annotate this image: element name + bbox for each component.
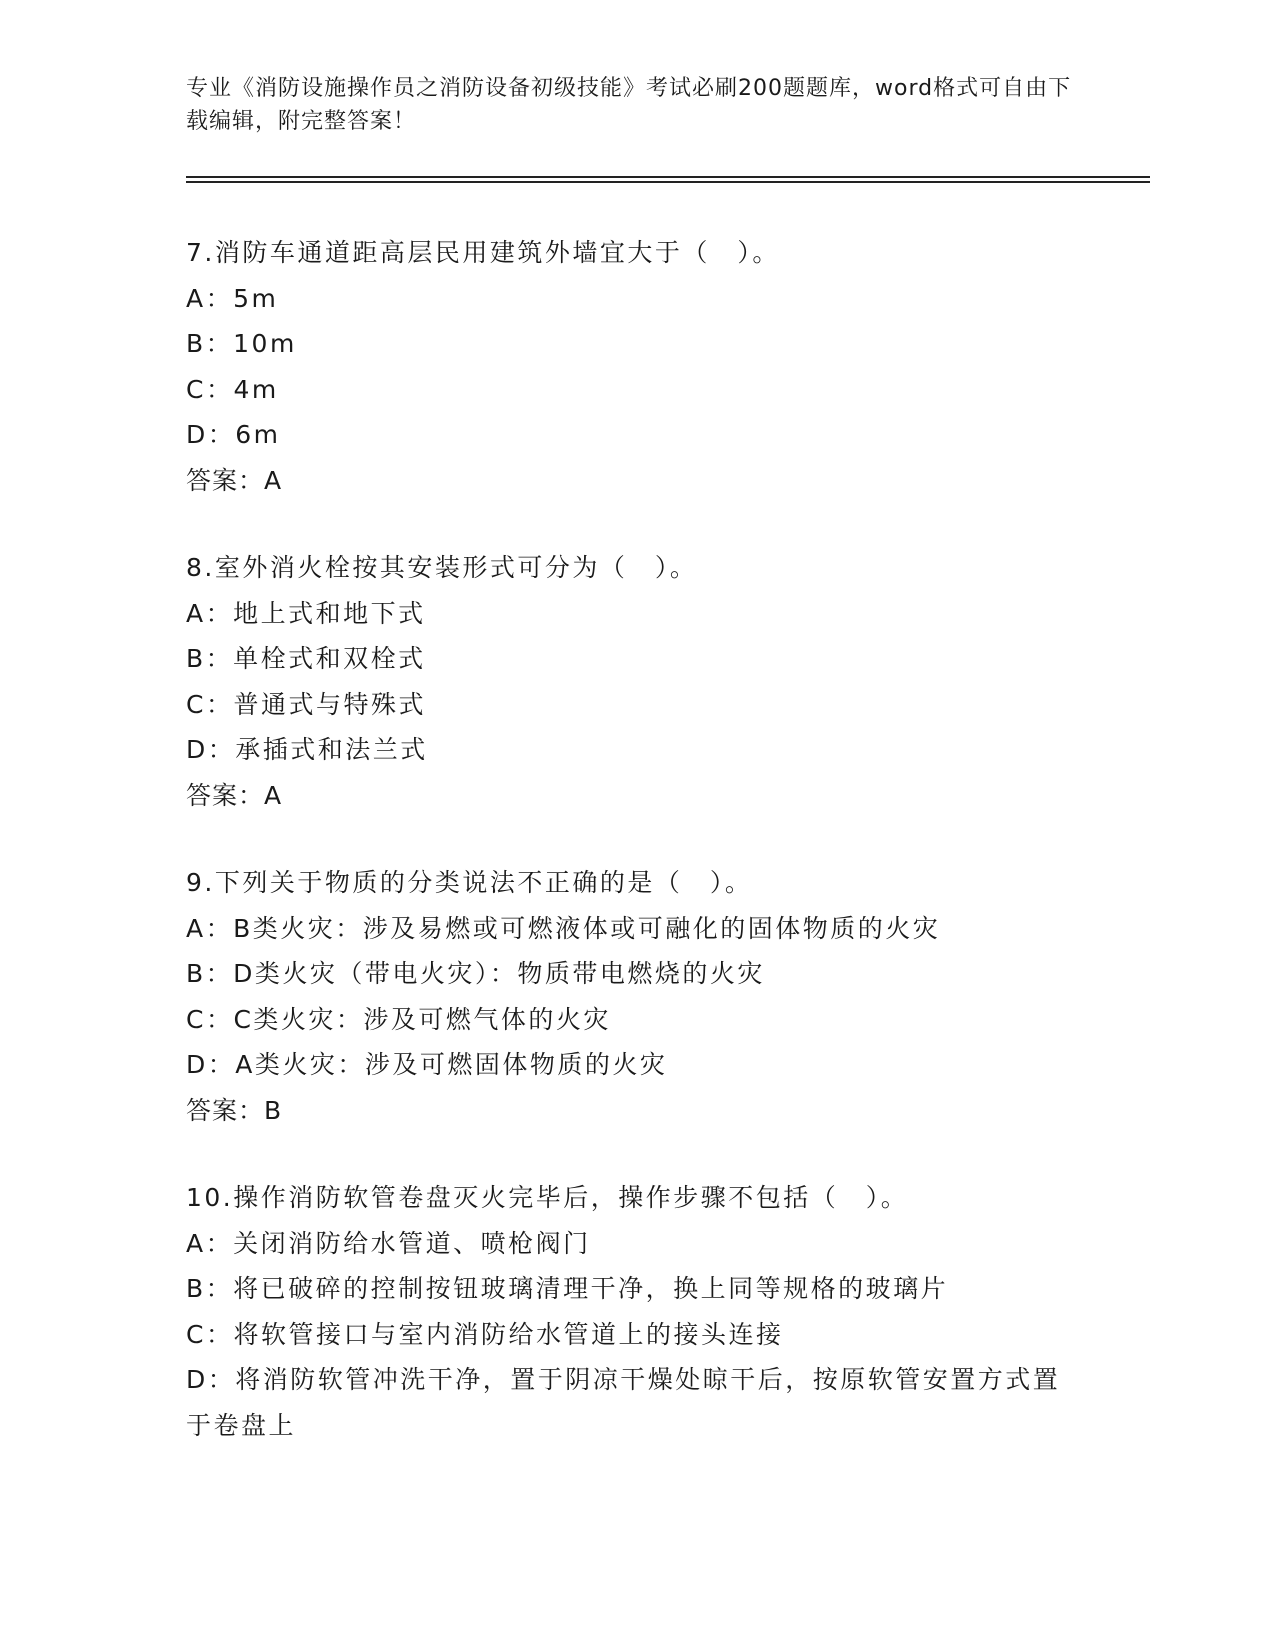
option-label: C：: [186, 689, 234, 719]
question-text: 操作消防软管卷盘灭火完毕后，操作步骤不包括（ ）。: [233, 1183, 909, 1212]
option-a: [186, 591, 1086, 637]
option-text: 地上式和地下式: [233, 598, 426, 628]
header-text: 专业《消防设施操作员之消防设备初级技能》考试必刷200题题库，word格式可自由下载编辑，附完整答案！: [186, 76, 1072, 134]
option-a: [186, 1221, 1086, 1267]
question-text: 下列关于物质的分类说法不正确的是（ ）。: [214, 868, 753, 897]
option-d: [186, 727, 1086, 773]
option-label: B：: [186, 959, 234, 988]
option-label: D：: [186, 1365, 236, 1394]
question-number: 10.: [186, 1183, 234, 1212]
option-label: B：: [186, 329, 234, 358]
option-text: 将已破碎的控制按钮玻璃清理干净，换上同等规格的玻璃片: [233, 1274, 949, 1303]
question-text: 室外消火栓按其安装形式可分为（ ）。: [214, 553, 698, 582]
question-stem: [186, 230, 1086, 276]
option-label: A：: [186, 1228, 234, 1258]
answer-label: 答案：: [186, 780, 265, 810]
question-stem: [186, 545, 1086, 591]
question-7: [186, 230, 1086, 503]
question-10: [186, 1175, 1086, 1448]
question-8: [186, 545, 1086, 818]
answer-line: [186, 1088, 1086, 1134]
option-b: [186, 321, 1086, 367]
option-b: [186, 1266, 1086, 1312]
option-d: [186, 1357, 1086, 1448]
option-label: A：: [186, 283, 234, 313]
question-text: 消防车通道距高层民用建筑外墙宜大于（ ）。: [214, 238, 780, 267]
option-c: [186, 1312, 1086, 1358]
option-label: C：: [186, 1319, 234, 1349]
option-label: C：: [186, 1004, 234, 1034]
answer-label: 答案：: [186, 1095, 265, 1125]
option-c: [186, 367, 1086, 413]
option-text: 单栓式和双栓式: [233, 644, 426, 673]
option-text: 普通式与特殊式: [233, 689, 426, 719]
option-d: [186, 412, 1086, 458]
option-text: 4m: [233, 374, 279, 404]
option-text: B类火灾：涉及易燃或可燃液体或可融化的固体物质的火灾: [233, 913, 941, 943]
option-label: A：: [186, 913, 234, 943]
answer-value: A: [264, 465, 283, 495]
option-d: [186, 1042, 1086, 1088]
question-stem: [186, 1175, 1086, 1221]
answer-value: B: [264, 1095, 283, 1125]
option-text: D类火灾（带电火灾）：物质带电燃烧的火灾: [233, 959, 765, 988]
question-number: 7.: [186, 238, 215, 267]
question-number: 9.: [186, 868, 215, 897]
option-text: 5m: [233, 283, 279, 313]
option-label: D：: [186, 1050, 236, 1079]
option-text: 将消防软管冲洗干净，置于阴凉干燥处晾干后，按原软管安置方式置于卷盘上: [186, 1365, 1061, 1440]
option-text: 6m: [235, 420, 281, 449]
option-text: C类火灾：涉及可燃气体的火灾: [233, 1004, 611, 1034]
question-9: [186, 860, 1086, 1133]
option-label: D：: [186, 735, 236, 764]
option-label: C：: [186, 374, 234, 404]
option-c: [186, 997, 1086, 1043]
question-list: [186, 230, 1086, 1490]
option-label: D：: [186, 420, 236, 449]
option-a: [186, 906, 1086, 952]
answer-line: [186, 773, 1086, 819]
option-label: B：: [186, 644, 234, 673]
document-header: [186, 72, 1086, 138]
header-divider-bottom: [186, 181, 1150, 183]
option-b: [186, 636, 1086, 682]
answer-label: 答案：: [186, 465, 265, 495]
option-label: A：: [186, 598, 234, 628]
answer-line: [186, 458, 1086, 504]
option-c: [186, 682, 1086, 728]
header-divider-top: [186, 176, 1150, 178]
option-b: [186, 951, 1086, 997]
answer-value: A: [264, 780, 283, 810]
option-label: B：: [186, 1274, 234, 1303]
option-text: A类火灾：涉及可燃固体物质的火灾: [235, 1050, 668, 1079]
option-a: [186, 276, 1086, 322]
question-stem: [186, 860, 1086, 906]
option-text: 承插式和法兰式: [235, 735, 428, 764]
option-text: 将软管接口与室内消防给水管道上的接头连接: [233, 1319, 784, 1349]
option-text: 关闭消防给水管道、喷枪阀门: [233, 1228, 591, 1258]
option-text: 10m: [233, 329, 297, 358]
question-number: 8.: [186, 553, 215, 582]
